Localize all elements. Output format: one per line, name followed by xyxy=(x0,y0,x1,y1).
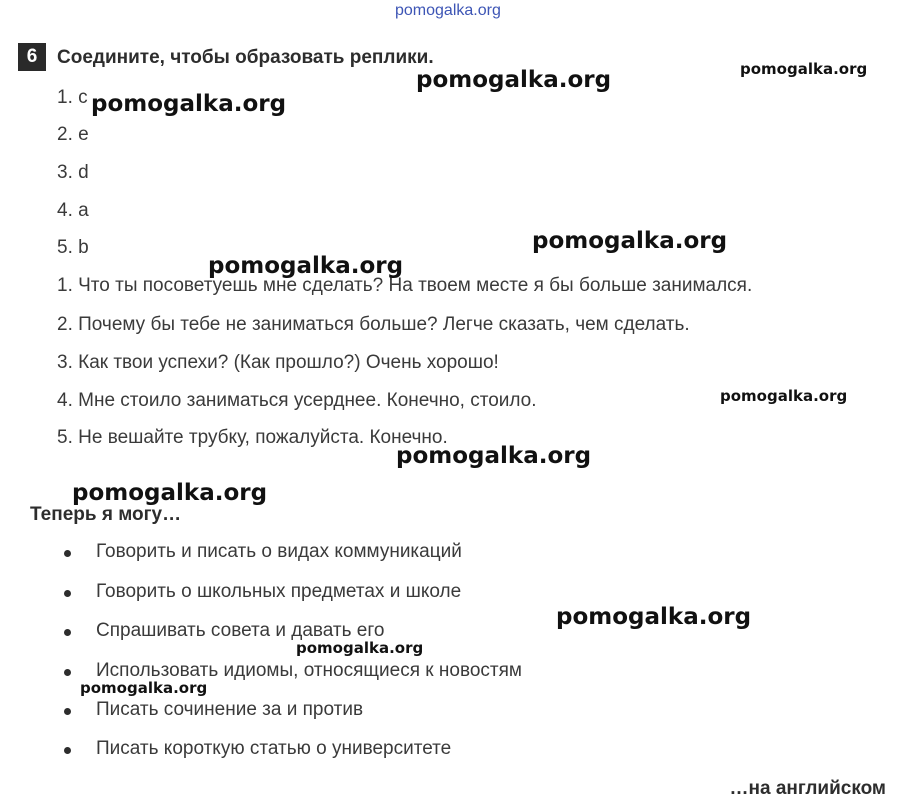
can-do-item: Писать короткую статью о университете xyxy=(96,738,452,759)
watermark-text: pomogalka.org xyxy=(80,679,208,697)
footer-caption: …на английском xyxy=(729,778,886,799)
watermark-text: pomogalka.org xyxy=(72,480,268,506)
phrase-item: 5. Не вешайте трубку, пожалуйста. Конечно. xyxy=(57,427,448,448)
watermark-text: pomogalka.org xyxy=(416,67,612,93)
phrase-item: 2. Почему бы тебе не заниматься больше? Легче сказать, чем сделать. xyxy=(57,314,690,335)
can-do-heading: Теперь я могу… xyxy=(30,504,182,525)
watermark-text: pomogalka.org xyxy=(532,228,728,254)
bullet-icon xyxy=(64,669,71,676)
phrase-item: 1. Что ты посоветуешь мне сделать? На твоем месте я бы больше занимался. xyxy=(57,275,753,296)
can-do-item: Говорить о школьных предметах и школе xyxy=(96,581,462,602)
can-do-item: Писать сочинение за и против xyxy=(96,699,364,720)
watermark-text: pomogalka.org xyxy=(208,253,404,279)
answer-item: 4. a xyxy=(57,200,89,221)
answer-item: 2. e xyxy=(57,124,89,145)
bullet-icon xyxy=(64,590,71,597)
bullet-icon xyxy=(64,629,71,636)
can-do-item: Спрашивать совета и давать его xyxy=(96,620,385,641)
watermark-text: pomogalka.org xyxy=(740,60,868,78)
watermark-text: pomogalka.org xyxy=(296,639,424,657)
answer-item: 1. c xyxy=(57,87,88,108)
bullet-icon xyxy=(64,708,71,715)
answer-item: 3. d xyxy=(57,162,89,183)
watermark-text: pomogalka.org xyxy=(720,387,848,405)
exercise-title: Соедините, чтобы образовать реплики. xyxy=(57,47,434,68)
can-do-item: Использовать идиомы, относящиеся к новостям xyxy=(96,660,522,681)
exercise-number-badge: 6 xyxy=(18,43,46,71)
can-do-item: Говорить и писать о видах коммуникаций xyxy=(96,541,462,562)
watermark-text: pomogalka.org xyxy=(556,604,752,630)
header-watermark: pomogalka.org xyxy=(395,2,501,19)
bullet-icon xyxy=(64,747,71,754)
bullet-icon xyxy=(64,550,71,557)
watermark-text: pomogalka.org xyxy=(91,91,287,117)
answer-item: 5. b xyxy=(57,237,89,258)
phrase-item: 3. Как твои успехи? (Как прошло?) Очень хорошо! xyxy=(57,352,499,373)
phrase-item: 4. Мне стоило заниматься усерднее. Конечно, стоило. xyxy=(57,390,537,411)
watermark-text: pomogalka.org xyxy=(396,443,592,469)
